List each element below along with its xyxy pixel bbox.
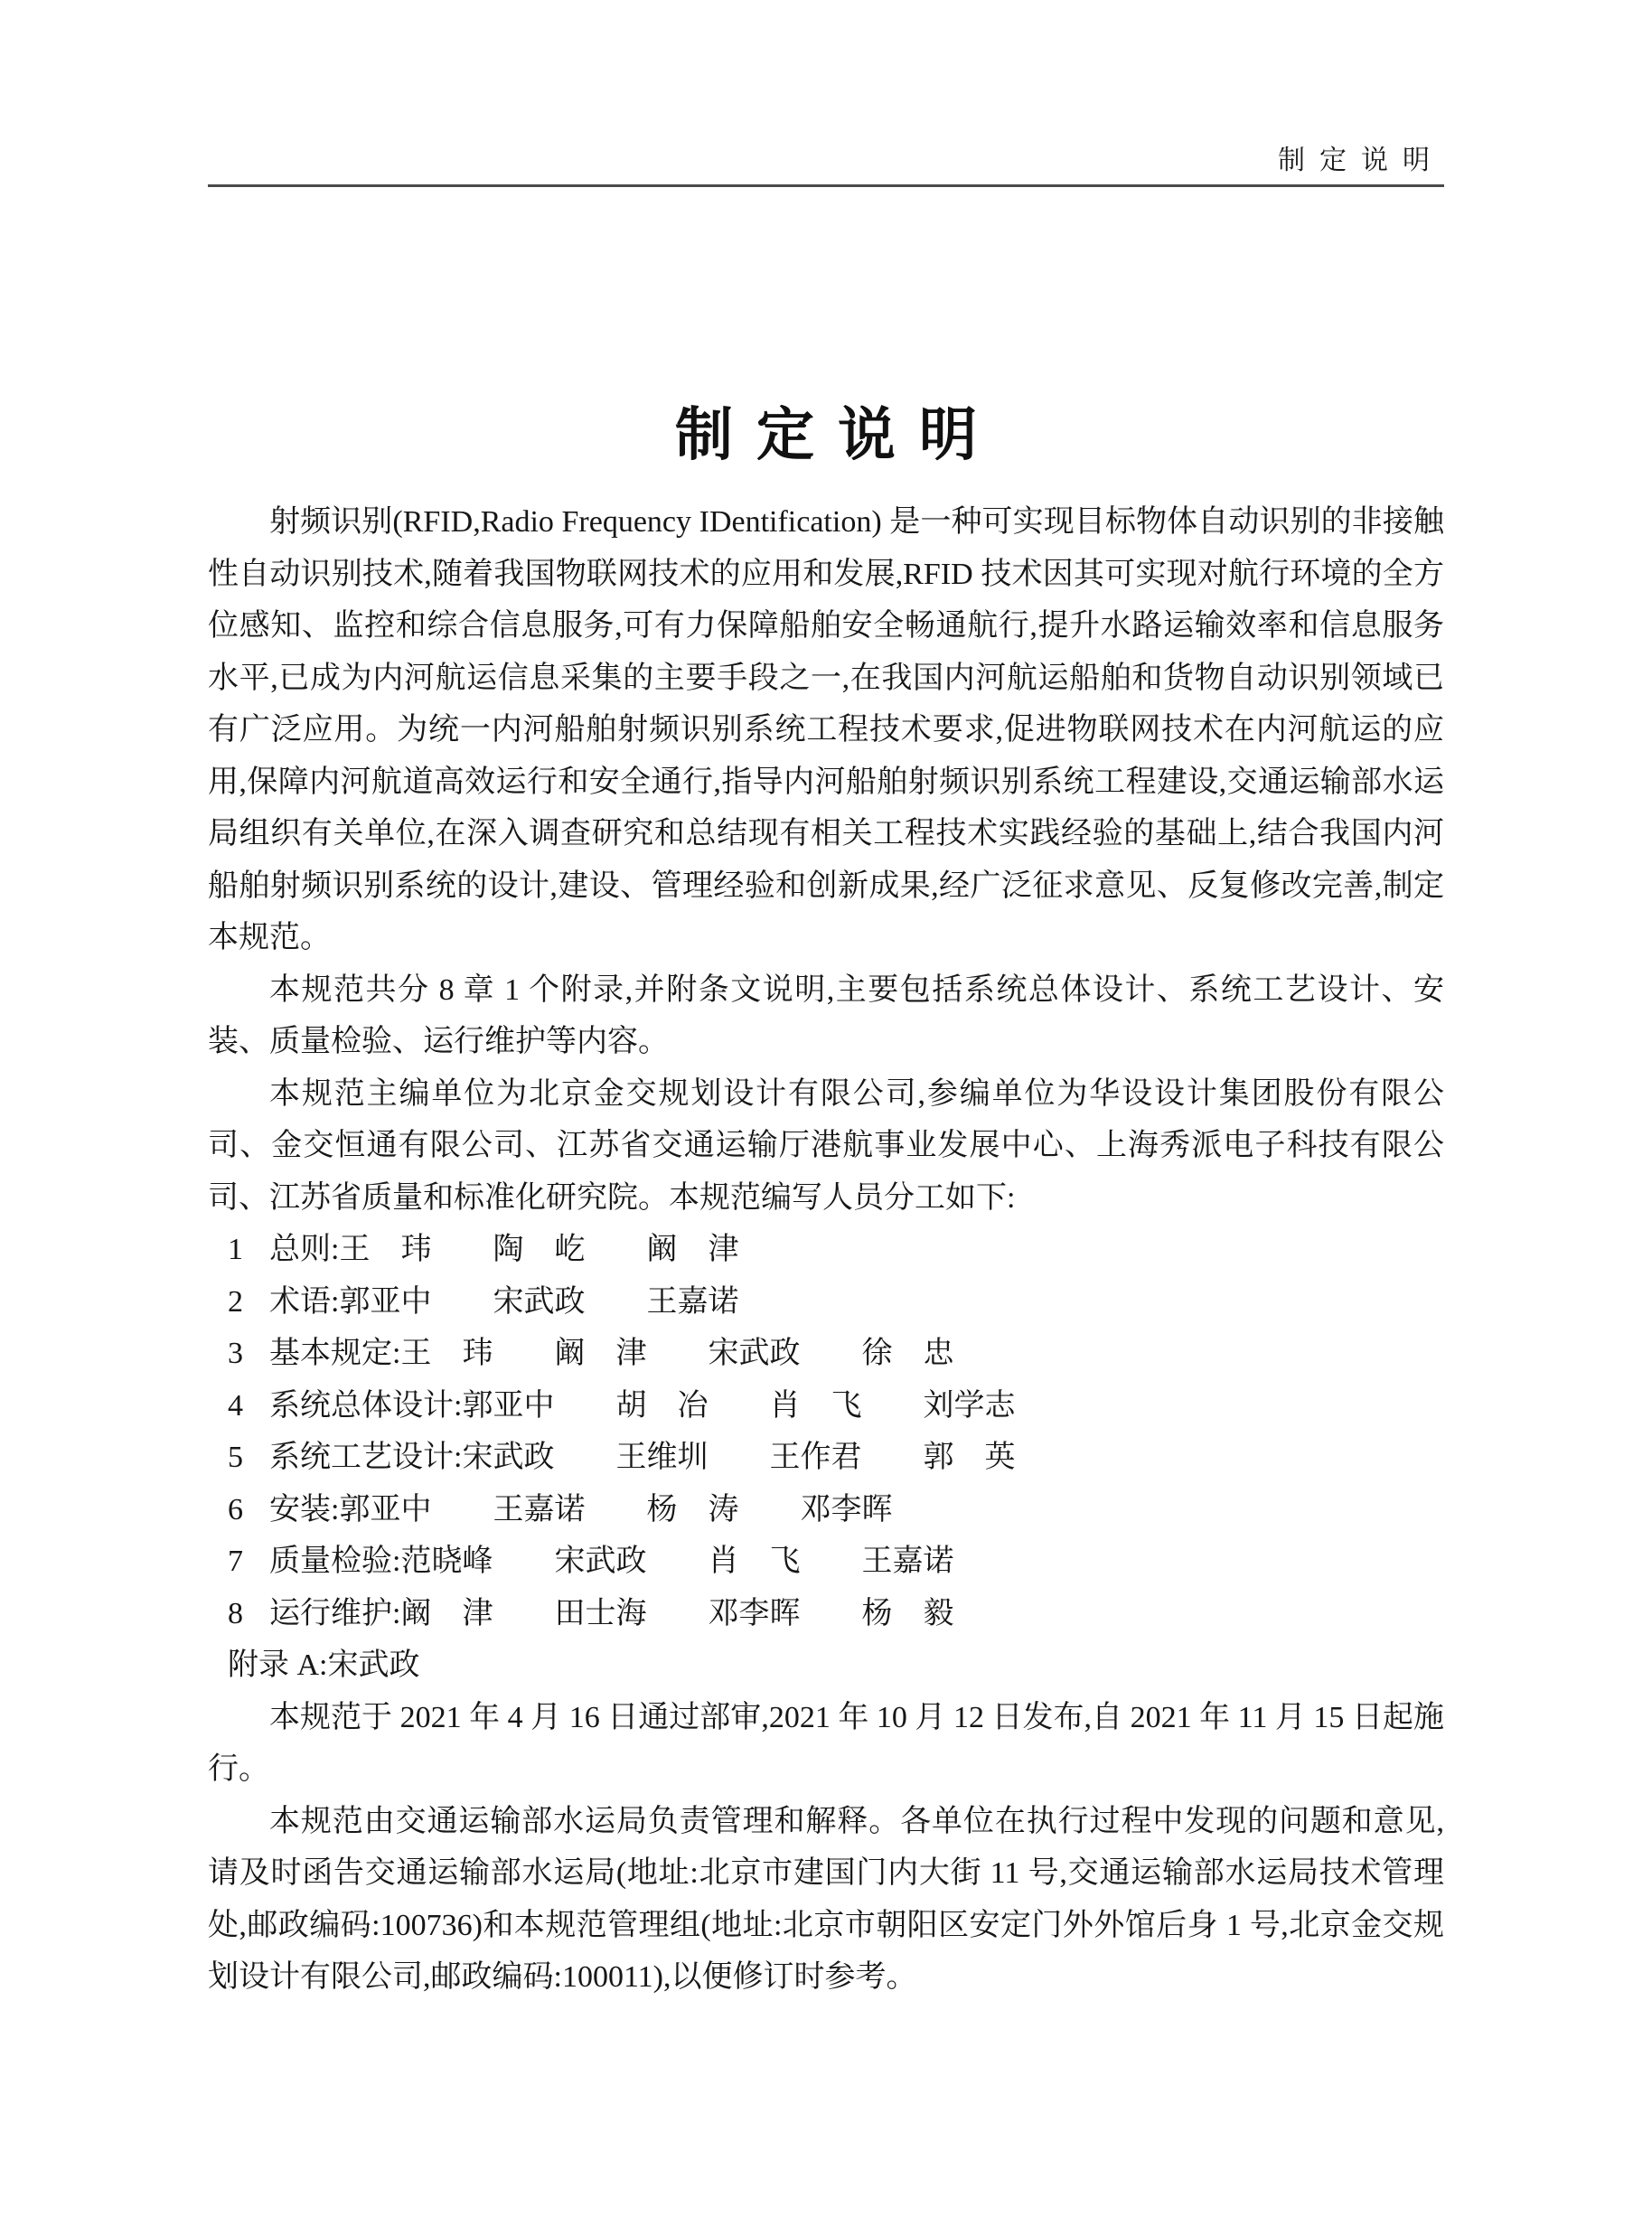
item-number: 3 xyxy=(228,1337,243,1370)
list-item xyxy=(228,1484,1444,1536)
appendix-line: 附录 A:宋武政 xyxy=(228,1648,420,1682)
item-number: 7 xyxy=(228,1545,243,1578)
item-text: 总则:王 玮 陶 屹 阚 津 xyxy=(269,1233,739,1266)
running-header: 制定说明 xyxy=(1278,146,1444,175)
list-item xyxy=(228,1380,1444,1432)
list-item xyxy=(228,1432,1444,1484)
list-item xyxy=(228,1536,1444,1588)
item-text: 质量检验:范晓峰 宋武政 肖 飞 王嘉诺 xyxy=(269,1545,954,1578)
item-number: 2 xyxy=(228,1284,243,1319)
page-title: 制定说明 xyxy=(675,403,1000,467)
contributor-list xyxy=(208,1224,1444,1639)
editing-units-paragraph: 本规范主编单位为北京金交规划设计有限公司,参编单位为华设设计集团股份有限公司、金交恒通有限公司、江苏省交通运输厅港航事业发展中心、上海秀派电子科技有限公司、江苏省质量和标准化研究院。本规范编写人员分工如下: xyxy=(208,1076,1444,1215)
item-number: 4 xyxy=(228,1388,243,1423)
intro-paragraph: 射频识别(RFID,Radio Frequency IDentification) 是一种可实现目标物体自动识别的非接触性自动识别技术,随着我国物联网技术的应用和发展,RFID 技术因其可实现对航行环境的全方位感知、监控和综合信息服务,可有力保障船舶安全畅通航行,提升水路运输效率和信息服务水平,已成为内河航运信息采集的主要手段之一,在我国内河航运船舶和货物自动识别领域已有广泛应用。为统一内河船舶射频识别系统工程技术要求,促进物联网技术在内河航运的应用,保障内河航道高效运行和安全通行,指导内河船舶射频识别系统工程建设,交通运输部水运局组织有关单位,在深入调查研究和总结现有相关工程技术实践经验的基础上,结合我国内河船舶射频识别系统的设计,建设、管理经验和创新成果,经广泛征求意见、反复修改完善,制定本规范。 xyxy=(208,505,1444,954)
item-text: 运行维护:阚 津 田士海 邓李晖 杨 毅 xyxy=(269,1596,954,1630)
document-body xyxy=(208,496,1444,2004)
item-number: 8 xyxy=(228,1596,243,1630)
approval-paragraph: 本规范于 2021 年 4 月 16 日通过部审,2021 年 10 月 12 日发布,自 2021 年 11 月 15 日起施行。 xyxy=(208,1700,1444,1786)
item-number: 5 xyxy=(228,1441,243,1474)
header-rule xyxy=(208,184,1444,187)
item-text: 术语:郭亚中 宋武政 王嘉诺 xyxy=(269,1284,739,1319)
item-number: 6 xyxy=(228,1492,243,1526)
scope-paragraph: 本规范共分 8 章 1 个附录,并附条文说明,主要包括系统总体设计、系统工艺设计、安装、质量检验、运行维护等内容。 xyxy=(208,972,1444,1058)
item-text: 基本规定:王 玮 阚 津 宋武政 徐 忠 xyxy=(269,1337,954,1370)
list-item xyxy=(228,1328,1444,1380)
item-text: 系统工艺设计:宋武政 王维圳 王作君 郭 英 xyxy=(269,1441,1016,1474)
list-item xyxy=(228,1588,1444,1640)
item-text: 系统总体设计:郭亚中 胡 冶 肖 飞 刘学志 xyxy=(269,1388,1016,1423)
list-item xyxy=(228,1224,1444,1276)
item-number: 1 xyxy=(228,1233,243,1266)
item-text: 安装:郭亚中 王嘉诺 杨 涛 邓李晖 xyxy=(269,1492,893,1526)
list-item xyxy=(228,1276,1444,1329)
management-paragraph: 本规范由交通运输部水运局负责管理和解释。各单位在执行过程中发现的问题和意见,请及时函告交通运输部水运局(地址:北京市建国门内大街 11 号,交通运输部水运局技术管理处,邮政编码:100736)和本规范管理组(地址:北京市朝阳区安定门外外馆后身 1 号,北京金交规划设计有限公司,邮政编码:100011),以便修订时参考。 xyxy=(208,1804,1444,1994)
